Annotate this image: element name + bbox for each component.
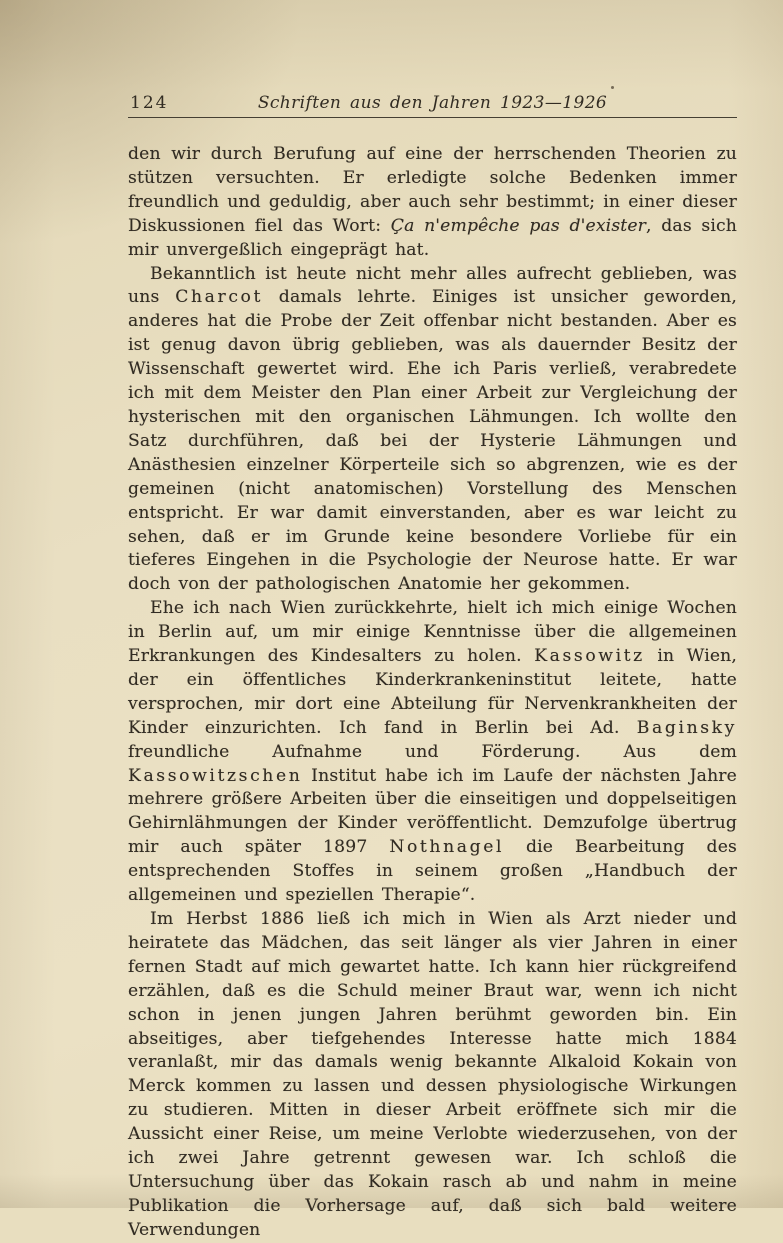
text-segment-normal: den wir durch Berufung auf eine der herrschenden Theorien zu stützen versuchten. Er erledigte solche Bedenken immer freundlich und geduldig, aber auch sehr bestimmt; in einer dieser Diskussionen fiel das Wort: xyxy=(128,144,737,236)
text-segment-normal: freundliche Aufnahme und Förderung. Aus dem xyxy=(128,741,737,762)
text-segment-normal: , das sich mir unvergeßlich eingeprägt hat. xyxy=(128,215,738,260)
text-segment-spaced: Kassowitz xyxy=(534,646,645,667)
paragraph xyxy=(128,143,737,263)
text-segment-spaced: Baginsky xyxy=(636,717,737,738)
page-number: 124 xyxy=(130,93,169,113)
text-segment-normal: in Wien, der ein öffentliches Kinderkrankeninstitut leitete, hatte versprochen, mir dort eine Abteilung für Nervenkrankheiten der Kinder einzurichten. Ich fand in Berlin bei Ad. xyxy=(128,646,737,738)
page-body xyxy=(128,143,737,1243)
text-segment-spaced: Nothnagel xyxy=(389,837,505,858)
running-title: Schriften aus den Jahren 1923—1926 xyxy=(257,93,608,113)
text-segment-normal: damals lehrte. Einiges ist unsicher geworden, anderes hat die Probe der Zeit offenbar nicht bestanden. Aber es ist genug davon übrig geblieben, was als dauernder Besitz der Wissenschaft gewertet wird. Ehe ich Paris verließ, verabredete ich mit dem Meister den Plan einer Arbeit zur Vergleichung der hysterischen mit den organischen Lähmungen. Ich wollte den Satz durchführen, daß bei der Hysterie Lähmungen und Anästhesien einzelner Körperteile sich so abgrenzen, wie es der gemeinen (nicht anatomischen) Vorstellung des Menschen entspricht. Er war damit einverstanden, aber es war leicht zu sehen, daß er im Grunde keine besondere Vorliebe für ein tieferes Eingehen in die Psychologie der Neurose hatte. Er war doch von der pathologischen Anatomie her gekommen. xyxy=(128,287,737,595)
paragraph xyxy=(128,263,737,598)
text-segment-normal: Institut habe ich im Laufe der nächsten Jahre mehrere größere Arbeiten über die einseitigen und doppelseitigen Gehirnlähmungen der Kinder veröffentlicht. Demzufolge übertrug mir auch später 1897 xyxy=(128,765,737,858)
text-segment-italic: Ça n'empêche pas d'exister xyxy=(390,215,647,236)
running-header xyxy=(128,86,737,118)
text-segment-normal: die Bearbeitung des entsprechenden Stoffes in seinem großen „Handbuch der allgemeinen und speziellen Therapie“. xyxy=(128,837,737,906)
paragraph xyxy=(128,597,737,908)
text-block xyxy=(128,86,737,1243)
text-segment-normal: Ehe ich nach Wien zurückkehrte, hielt ich mich einige Wochen in Berlin auf, um mir einige Kenntnisse über die allgemeinen Erkrankungen des Kindesalters zu holen. xyxy=(128,598,737,667)
text-segment-normal: Bekanntlich ist heute nicht mehr alles aufrecht geblieben, was uns xyxy=(128,263,737,308)
paragraph xyxy=(128,908,737,1243)
text-segment-spaced: Kassowitzschen xyxy=(128,765,303,786)
text-segment-normal: Im Herbst 1886 ließ ich mich in Wien als Arzt nieder und heiratete das Mädchen, das seit länger als vier Jahren in einer fernen Stadt auf mich gewartet hatte. Ich kann hier rückgreifend erzählen, daß es die Schuld meiner Braut war, wenn ich nicht schon in jenen jungen Jahren berühmt geworden bin. Ein abseitiges, aber tiefgehendes Interesse hatte mich 1884 veranlaßt, mir das damals wenig bekannte Alkaloid Kokain von Merck kommen zu lassen und dessen physiologische Wirkungen zu studieren. Mitten in dieser Arbeit eröffnete sich mir die Aussicht einer Reise, um meine Verlobte wiederzusehen, von der ich zwei Jahre getrennt gewesen war. Ich schloß die Untersuchung über das Kokain rasch ab und nahm in meine Publikation die Vorhersage auf, daß sich bald weitere Verwendungen xyxy=(128,909,737,1240)
text-segment-spaced: Charcot xyxy=(175,287,263,308)
